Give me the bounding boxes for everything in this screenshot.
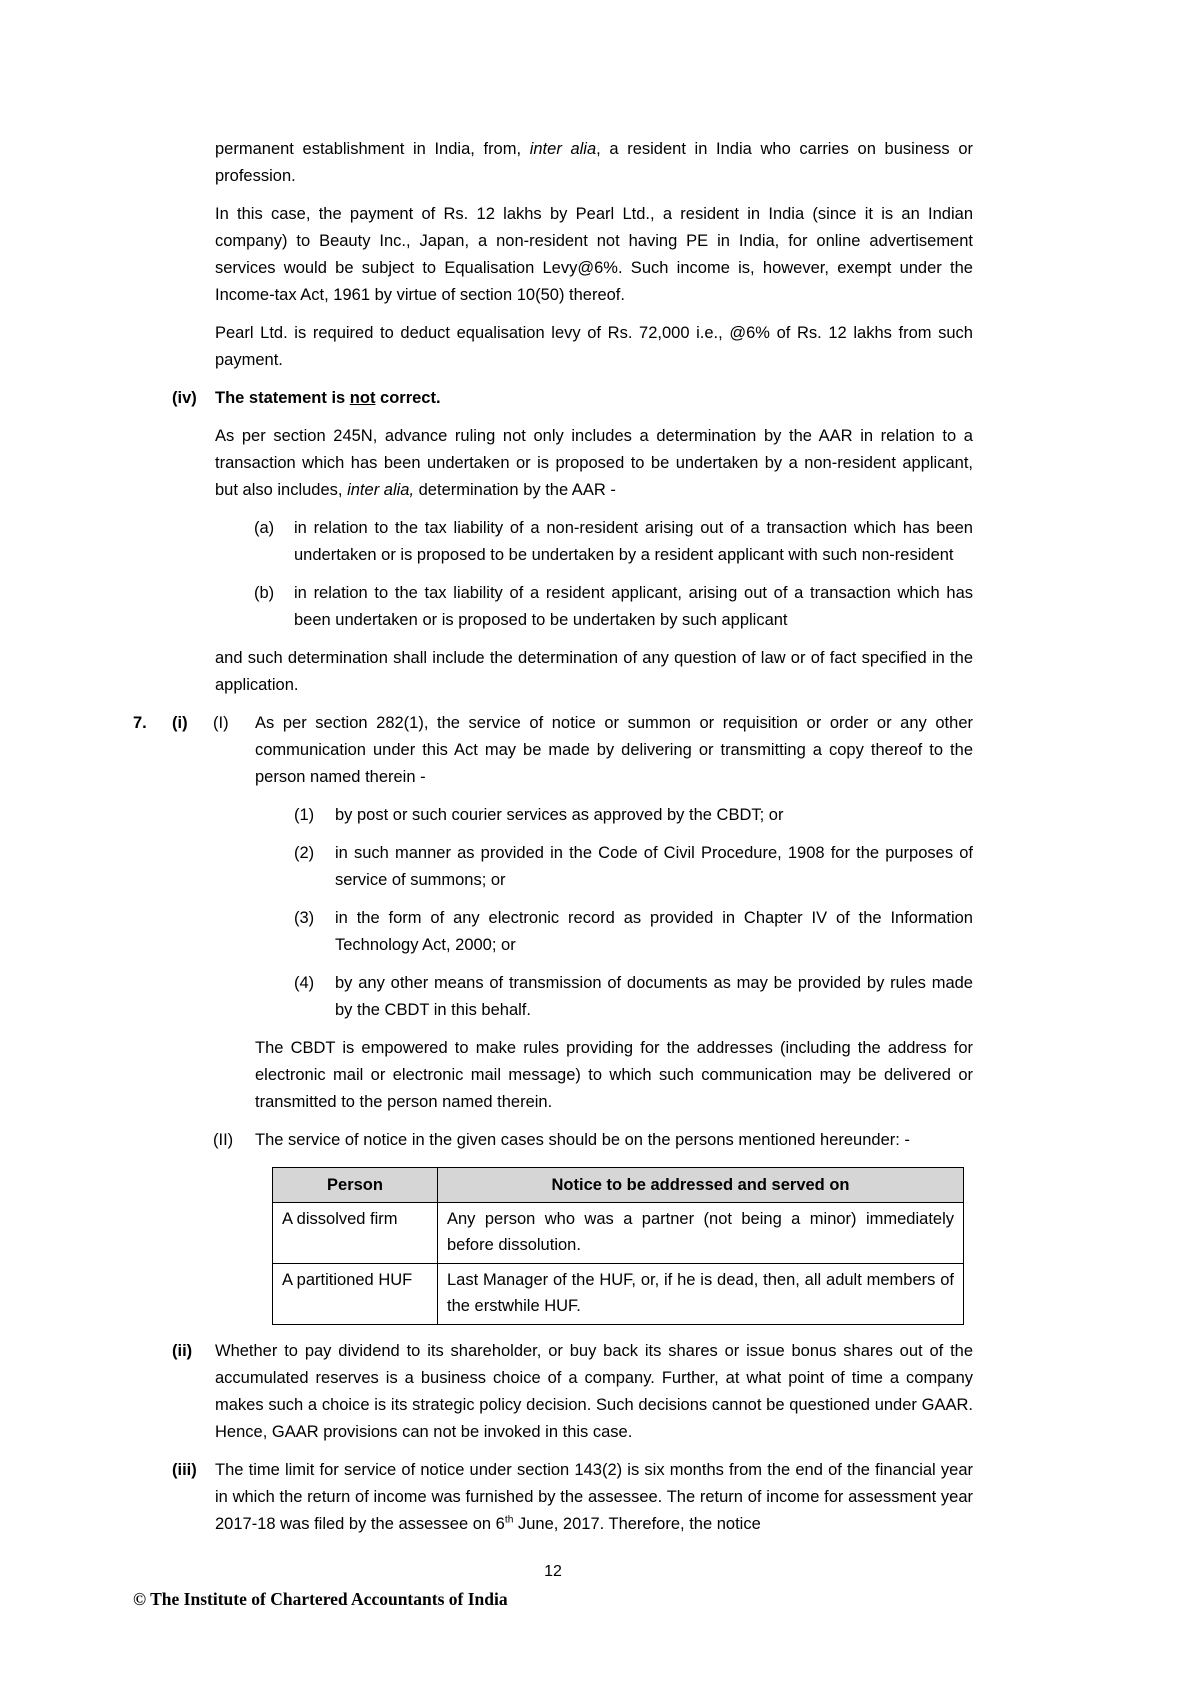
notice-service-table [272, 1167, 964, 1325]
answer-7-ii-label: (ii) [172, 1342, 193, 1360]
list-item-2-label: (2) [294, 844, 315, 862]
answer-7-ii-text: Whether to pay dividend to its shareholder, or buy back its shares or issue bonus shares out of the accumulated reserves is a business choice of a company. Further, at what point of time a company makes such a choice is its strategic policy decision. Such decisions cannot be questioned under GAAR. Hence, GAAR provisions can not be invoked in this case. [215, 1342, 973, 1441]
list-item-2-text: in such manner as provided in the Code of Civil Procedure, 1908 for the purposes of service of summons; or [335, 844, 973, 889]
list-item-a-label: (a) [254, 519, 275, 537]
list-item-3-text: in the form of any electronic record as provided in Chapter IV of the Information Technology Act, 2000; or [335, 909, 973, 954]
paragraph-cbdt-rules: The CBDT is empowered to make rules providing for the addresses (including the address for electronic mail or electronic mail message) to which such communication may be delivered or transmitted to the person named therein. [255, 1039, 973, 1111]
text-run: determination by the AAR - [414, 481, 616, 499]
text-run-italic: inter alia [529, 140, 597, 158]
list-item-4 [133, 970, 973, 1024]
paragraph-pearl-case: In this case, the payment of Rs. 12 lakhs by Pearl Ltd., a resident in India (since it is an Indian company) to Beauty Inc., Japan, a non-resident not having PE in India, for online advertisement services would be subject to Equalisation Levy@6%. Such income is, however, exempt under the Income-tax Act, 1961 by virtue of section 10(50) thereof. [215, 205, 973, 304]
page-number: 12 [544, 1563, 562, 1580]
list-item-2 [133, 840, 973, 894]
list-item-1 [133, 802, 973, 829]
answer-7-iii-text: The time limit for service of notice under section 143(2) is six months from the end of the financial year in which the return of income was furnished by the assessee. The return of income for assessment year 2017-18 was filed by the assessee on 6th June, 2017. Therefore, the notice [215, 1461, 973, 1533]
text-run: permanent establishment in India, from, [215, 140, 530, 158]
list-item-a [133, 515, 973, 569]
list-item-b-text: in relation to the tax liability of a resident applicant, arising out of a transaction which has been undertaken or is proposed to be undertaken by such applicant [294, 584, 973, 629]
answer-iv-heading [133, 385, 973, 412]
text-run: As per section 245N, advance ruling not only includes a determination by the AAR in relation to a transaction which has been undertaken or is proposed to be undertaken by a non-resident applicant, but also includes, [215, 427, 973, 499]
answer-7-I-text: As per section 282(1), the service of notice or summon or requisition or order or any other communication under this Act may be made by delivering or transmitting a copy thereof to the person named therein - [255, 714, 973, 786]
answer-7-II-text: The service of notice in the given cases should be on the persons mentioned hereunder: - [255, 1131, 910, 1149]
table-cell-person: A dissolved firm [273, 1203, 438, 1264]
list-item-3-label: (3) [294, 909, 315, 927]
answer-7-I-label: (I) [213, 714, 229, 732]
table-header-person: Person [273, 1168, 438, 1203]
answer-7-II [133, 1127, 973, 1154]
answer-7-ii [133, 1338, 973, 1446]
paragraph-pe-continuation [133, 136, 973, 190]
ordinal-superscript: th [504, 1514, 514, 1526]
text-run: , a resident in India who carries on business or profession. [215, 140, 973, 185]
table-header-row [273, 1168, 964, 1203]
table-cell-notice: Last Manager of the HUF, or, if he is dead, then, all adult members of the erstwhile HUF. [438, 1264, 964, 1325]
answer-iv-heading-text: The statement is not correct. [215, 389, 441, 407]
list-item-b-label: (b) [254, 584, 275, 602]
list-item-a-text: in relation to the tax liability of a non-resident arising out of a transaction which has been undertaken or is proposed to be undertaken by a resident applicant with such non-resident [294, 519, 973, 564]
answer-7-II-label: (II) [213, 1131, 234, 1149]
answer-7-i-I [133, 710, 973, 791]
answer-7-i-label: (i) [172, 714, 188, 732]
table-cell-person: A partitioned HUF [273, 1264, 438, 1325]
answer-7-iii-label: (iii) [172, 1461, 197, 1479]
paragraph-pearl-levy: Pearl Ltd. is required to deduct equalisation levy of Rs. 72,000 i.e., @6% of Rs. 12 lakhs from such payment. [215, 324, 973, 369]
text-run-italic: inter alia, [347, 481, 415, 499]
paragraph-245n [133, 423, 973, 504]
table-row [273, 1264, 964, 1325]
answer-7-iii [133, 1457, 973, 1538]
document-body [133, 136, 973, 1585]
answer-iv-label: (iv) [172, 389, 197, 407]
list-item-1-label: (1) [294, 806, 315, 824]
list-item-4-label: (4) [294, 974, 315, 992]
table-row [273, 1203, 964, 1264]
table-header-notice: Notice to be addressed and served on [438, 1168, 964, 1203]
footer-copyright: © The Institute of Chartered Accountants of India [133, 1589, 508, 1609]
list-item-b [133, 580, 973, 634]
list-item-1-text: by post or such courier services as approved by the CBDT; or [335, 806, 784, 824]
list-item-4-text: by any other means of transmission of documents as may be provided by rules made by the CBDT in this behalf. [335, 974, 973, 1019]
question-7-number: 7. [133, 714, 147, 732]
list-item-3 [133, 905, 973, 959]
paragraph-determination: and such determination shall include the determination of any question of law or of fact specified in the application. [215, 649, 973, 694]
table-cell-notice: Any person who was a partner (not being a minor) immediately before dissolution. [438, 1203, 964, 1264]
